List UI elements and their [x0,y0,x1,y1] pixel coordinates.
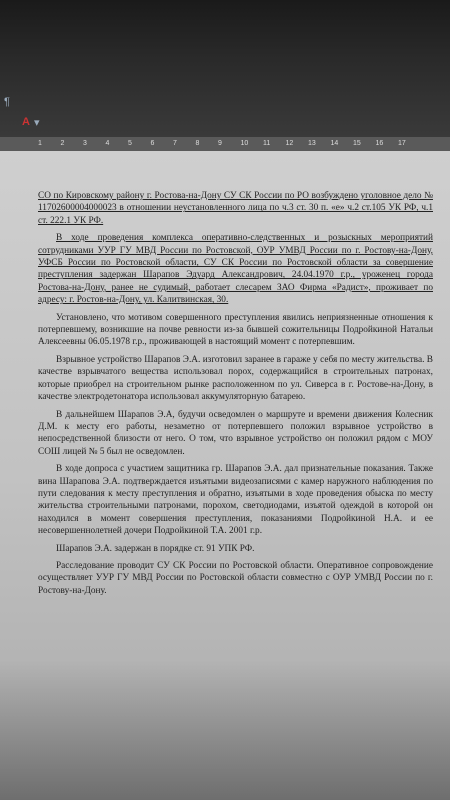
ruler-tick: 7 [173,140,177,147]
case-opening-paragraph: СО по Кировскому району г. Ростова-на-Дону СУ СК России по РО возбуждено уголовное дело № 11702600004000023 в отношении неустановленного лица по ч.3 ст. 30 п. «е» ч.2 ст.105 УК РФ, ч.1 ст. 222.1 УК РФ. [38,191,433,226]
formatting-toolbar [0,82,60,132]
ruler-tick: 4 [105,140,110,147]
font-color-icon[interactable]: A [22,116,30,128]
evidence-paragraph: В ходе допроса с участием защитника гр. Шарапов Э.А. дал признательные показания. Также вина Шарапова Э.А. подтверждается изъятыми видеозаписями с камер наружного наблюдения по пути следования к месту преступления и обратно, изъятыми в ходе проведения обыска по месту жительства строительными патронами, порохом, светодиодами, изъятой одеждой в которой он находился в момент совершения преступления, показаниями Подройкиной Н.А. и ее несовершеннолетней дочери Подройкиной Т.А. 2001 г.р. [38,464,433,537]
chevron-down-icon[interactable]: ▾ [34,117,40,129]
detention-paragraph: Шарапов Э.А. задержан в порядке ст. 91 УПК РФ. [56,543,255,554]
paragraph-mark-icon[interactable]: ¶ [4,96,10,108]
word-ribbon [0,0,450,148]
ruler-tick: 12 [285,140,294,147]
ruler-tick: 3 [83,140,87,147]
ruler-tick: 11 [263,140,271,147]
ruler-tick: 17 [398,140,406,147]
device-paragraph: Взрывное устройство Шарапов Э.А. изготовил заранее в гараже у себя по месту жительства. В качестве взрывчатого вещества использовал порох, содержащийся в строительных патронах, которые приобрел на строительном рынке расположенном по ул. Сиверса в г. Ростове-на-Дону, в качестве электродетонатора использовал аккумуляторную батарею. [38,354,433,403]
arrest-paragraph: В ходе проведения комплекса оперативно-следственных и розыскных мероприятий сотрудниками УУР ГУ МВД России по Ростовской, ОУР УМВД России по г. Ростову-на-Дону, УФСБ России по Ростовской области, СУ СК России по Ростовской области за совершение преступления задержан Шарапов Эдуард Александрович, 24.04.1970 г.р., уроженец города Ростова-на-Дону, ранее не судимый, работает слесарем ЗАО Фирма «Радист», проживает по адресу: г. Ростов-на-Дону, ул. Калитвинская, 30. [38,233,433,306]
ruler-tick: 14 [330,140,339,147]
ruler-tick: 6 [150,140,155,147]
document-body [38,190,433,602]
placement-paragraph: В дальнейшем Шарапов Э.А, будучи осведомлен о маршруте и времени движения Колесник Д.М. к месту его работы, незаметно от потерпевшего положил взрывное устройство в непосредственной близости от него. О том, что взрывное устройство он положил рядом с МОУ СОШ лицей № 5 был не осведомлен. [38,409,433,457]
ruler-tick: 2 [60,140,65,147]
ruler-tick: 5 [128,140,132,147]
ruler-tick: 13 [308,140,316,147]
ruler-tick: 9 [218,140,222,147]
ruler-tick: 15 [353,140,361,147]
ruler-tick: 8 [195,140,200,147]
horizontal-ruler[interactable] [0,137,450,152]
ruler-tick: 1 [38,140,42,147]
photo-shadow [0,660,450,800]
ruler-tick: 16 [375,140,384,147]
motive-paragraph: Установлено, что мотивом совершенного преступления явились неприязненные отношения к потерпевшему, возникшие на почве ревности из-за бывшей сожительницы Подройкиной Натальи Алексеевны 06.05.1978 г.р., проживающей в настоящий момент с потерпевшим. [38,312,433,348]
ruler-tick: 10 [240,140,249,147]
investigation-paragraph: Расследование проводит СУ СК России по Ростовской области. Оперативное сопровождение осуществляет УУР ГУ МВД России по Ростовской области совместно с ОУР УМВД России по г. Ростову-на-Дону. [38,560,433,596]
